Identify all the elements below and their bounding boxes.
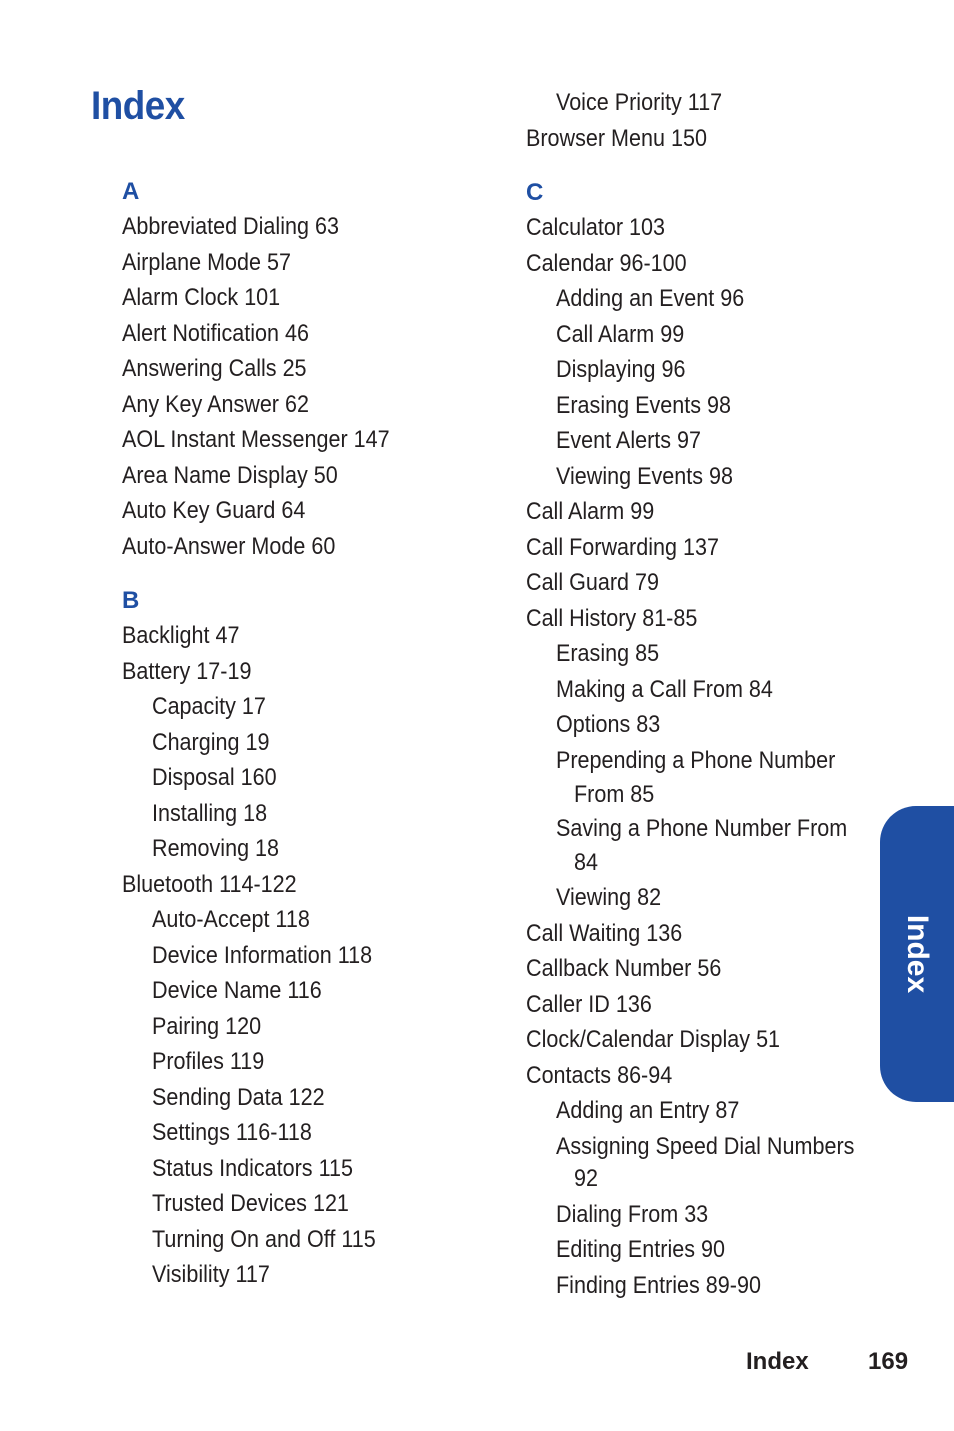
index-subentry: Adding an Event 96 <box>556 285 745 312</box>
index-subentry: Viewing Events 98 <box>556 463 733 490</box>
index-subentry: Charging 19 <box>152 729 270 756</box>
index-subentry: Dialing From 33 <box>556 1201 709 1228</box>
index-subentry: Erasing 85 <box>556 640 660 667</box>
index-subentry: Pairing 120 <box>152 1013 262 1040</box>
index-subentry: Installing 18 <box>152 800 268 827</box>
index-subentry: Capacity 17 <box>152 693 266 720</box>
footer-page-number: 169 <box>868 1348 909 1375</box>
index-entry-continuation: From 85 <box>574 781 655 808</box>
index-subentry: Turning On and Off 115 <box>152 1226 376 1253</box>
index-entry: Alert Notification 46 <box>122 320 309 347</box>
index-entry: Calculator 103 <box>526 214 666 241</box>
index-entry-continuation: 92 <box>574 1165 598 1192</box>
index-letter-heading: C <box>526 179 544 206</box>
index-entry: Call History 81-85 <box>526 605 698 632</box>
index-subentry: Erasing Events 98 <box>556 392 731 419</box>
index-entry-continuation: 84 <box>574 849 598 876</box>
index-subentry: Auto-Accept 118 <box>152 906 310 933</box>
index-entry: Callback Number 56 <box>526 955 722 982</box>
section-side-tab[interactable] <box>880 806 954 1102</box>
index-subentry: Trusted Devices 121 <box>152 1190 349 1217</box>
index-subentry: Adding an Entry 87 <box>556 1097 740 1124</box>
index-entry: Airplane Mode 57 <box>122 249 292 276</box>
index-entry: Battery 17-19 <box>122 658 252 685</box>
index-entry: Any Key Answer 62 <box>122 391 309 418</box>
index-subentry: Saving a Phone Number From <box>556 815 848 842</box>
index-entry: Calendar 96-100 <box>526 250 687 277</box>
index-subentry: Call Alarm 99 <box>556 321 685 348</box>
index-entry: Browser Menu 150 <box>526 125 707 152</box>
index-subentry: Assigning Speed Dial Numbers <box>556 1133 855 1160</box>
index-entry: Area Name Display 50 <box>122 462 338 489</box>
index-entry: Auto-Answer Mode 60 <box>122 533 336 560</box>
index-subentry: Finding Entries 89-90 <box>556 1272 761 1299</box>
index-letter-heading: B <box>122 587 140 614</box>
index-subentry: Removing 18 <box>152 835 280 862</box>
index-entry: Clock/Calendar Display 51 <box>526 1026 781 1053</box>
index-subentry: Viewing 82 <box>556 884 662 911</box>
page-title: Index <box>91 84 185 128</box>
index-entry: Abbreviated Dialing 63 <box>122 213 339 240</box>
index-entry: Call Guard 79 <box>526 569 660 596</box>
index-subentry: Voice Priority 117 <box>556 89 723 116</box>
index-subentry: Displaying 96 <box>556 356 686 383</box>
index-subentry: Options 83 <box>556 711 661 738</box>
index-entry: Call Waiting 136 <box>526 920 683 947</box>
index-subentry: Editing Entries 90 <box>556 1236 725 1263</box>
index-entry: Contacts 86-94 <box>526 1062 673 1089</box>
index-letter-heading: A <box>122 178 140 205</box>
index-subentry: Event Alerts 97 <box>556 427 702 454</box>
index-subentry: Profiles 119 <box>152 1048 265 1075</box>
index-subentry: Prepending a Phone Number <box>556 747 836 774</box>
index-subentry: Disposal 160 <box>152 764 277 791</box>
index-entry: Answering Calls 25 <box>122 355 307 382</box>
index-subentry: Settings 116-118 <box>152 1119 312 1146</box>
index-subentry: Device Information 118 <box>152 942 373 969</box>
index-subentry: Device Name 116 <box>152 977 322 1004</box>
index-subentry: Sending Data 122 <box>152 1084 325 1111</box>
index-entry: Bluetooth 114-122 <box>122 871 297 898</box>
index-entry: Auto Key Guard 64 <box>122 497 306 524</box>
side-tab-label: Index <box>901 914 934 994</box>
index-entry: Alarm Clock 101 <box>122 284 281 311</box>
index-subentry: Visibility 117 <box>152 1261 270 1288</box>
index-entry: Backlight 47 <box>122 622 240 649</box>
index-subentry: Status Indicators 115 <box>152 1155 353 1182</box>
footer-section-label: Index <box>746 1348 809 1375</box>
index-entry: Call Alarm 99 <box>526 498 655 525</box>
index-entry: Call Forwarding 137 <box>526 534 719 561</box>
index-subentry: Making a Call From 84 <box>556 676 773 703</box>
index-entry: AOL Instant Messenger 147 <box>122 426 390 453</box>
index-entry: Caller ID 136 <box>526 991 652 1018</box>
